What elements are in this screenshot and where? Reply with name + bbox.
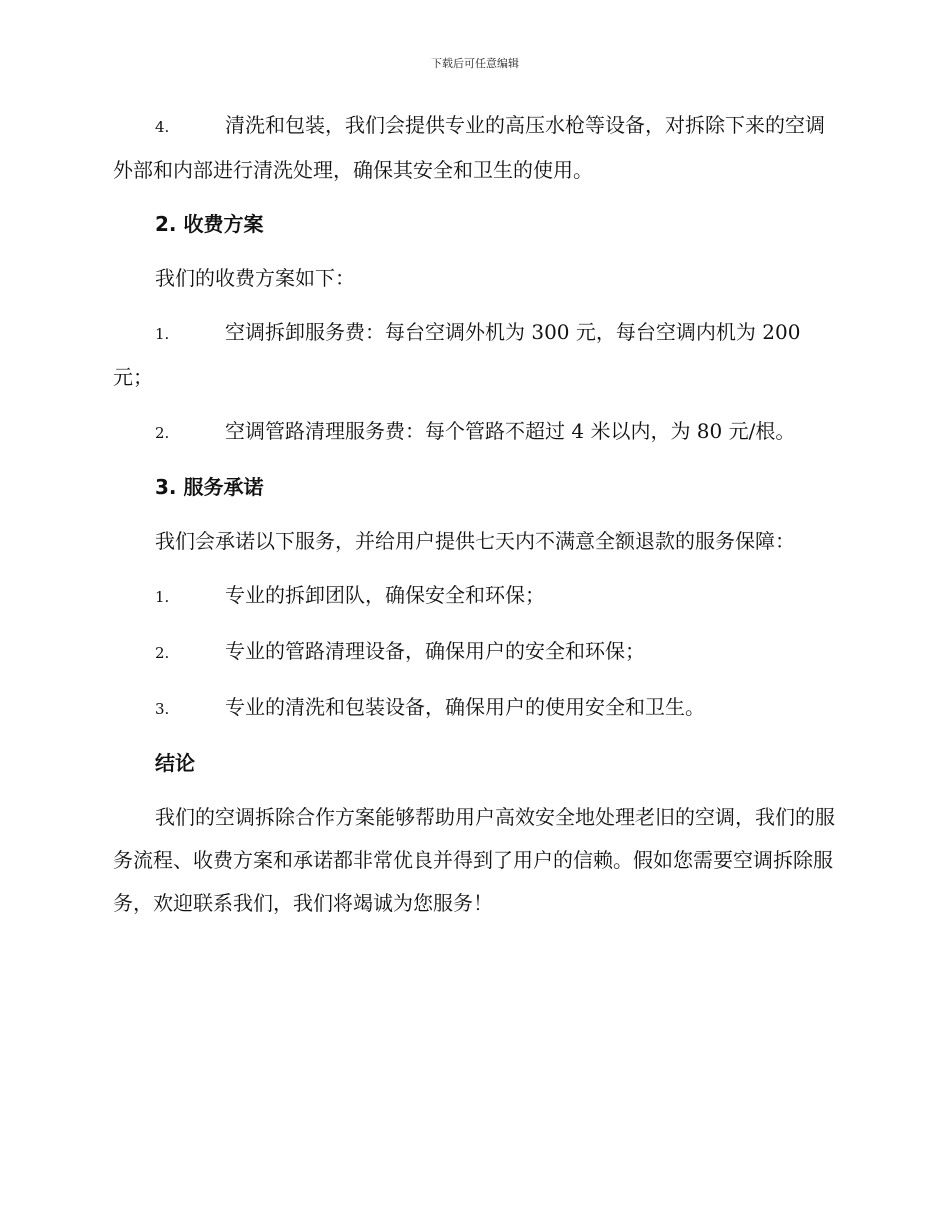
list-text: 专业的管路清理设备，确保用户的安全和环保； [225,639,645,663]
page-header: 下载后可任意编辑 [431,57,519,70]
list-number: 1. [155,325,170,343]
paragraph: 我们的空调拆除合作方案能够帮助用户高效安全地处理老旧的空调，我们的服务流程、收费方案和承诺都非常优良并得到了用户的信赖。假如您需要空调拆除服务，欢迎联系我们，我们将竭诚为您服务！ [113,805,835,915]
list-number: 3. [155,700,170,718]
section-heading: 3. 服务承诺 [155,475,264,499]
list-text: 空调拆卸服务费：每台空调外机为 300 元，每台空调内机为 200 元； [113,320,801,389]
list-text: 清洗和包装，我们会提供专业的高压水枪等设备，对拆除下来的空调外部和内部进行清洗处理，确保其安全和卫生的使用。 [113,113,825,182]
list-number: 4. [155,118,170,136]
list-item [113,630,835,675]
list-item [113,311,835,399]
list-number: 2. [155,424,170,442]
list-number: 1. [155,588,170,606]
document-body [113,104,835,925]
paragraph: 我们的收费方案如下： [155,266,355,290]
list-text: 专业的清洗和包装设备，确保用户的使用安全和卫生。 [225,695,705,719]
list-item [113,574,835,619]
list-text: 空调管路清理服务费：每个管路不超过 4 米以内，为 80 元/根。 [225,419,796,443]
section-heading: 结论 [155,751,195,775]
list-number: 2. [155,644,170,662]
section-heading: 2. 收费方案 [155,212,264,236]
paragraph: 我们会承诺以下服务，并给用户提供七天内不满意全额退款的服务保障： [155,529,795,553]
list-item [113,104,835,192]
list-item [113,686,835,731]
list-item [113,410,835,455]
list-text: 专业的拆卸团队，确保安全和环保； [225,583,545,607]
